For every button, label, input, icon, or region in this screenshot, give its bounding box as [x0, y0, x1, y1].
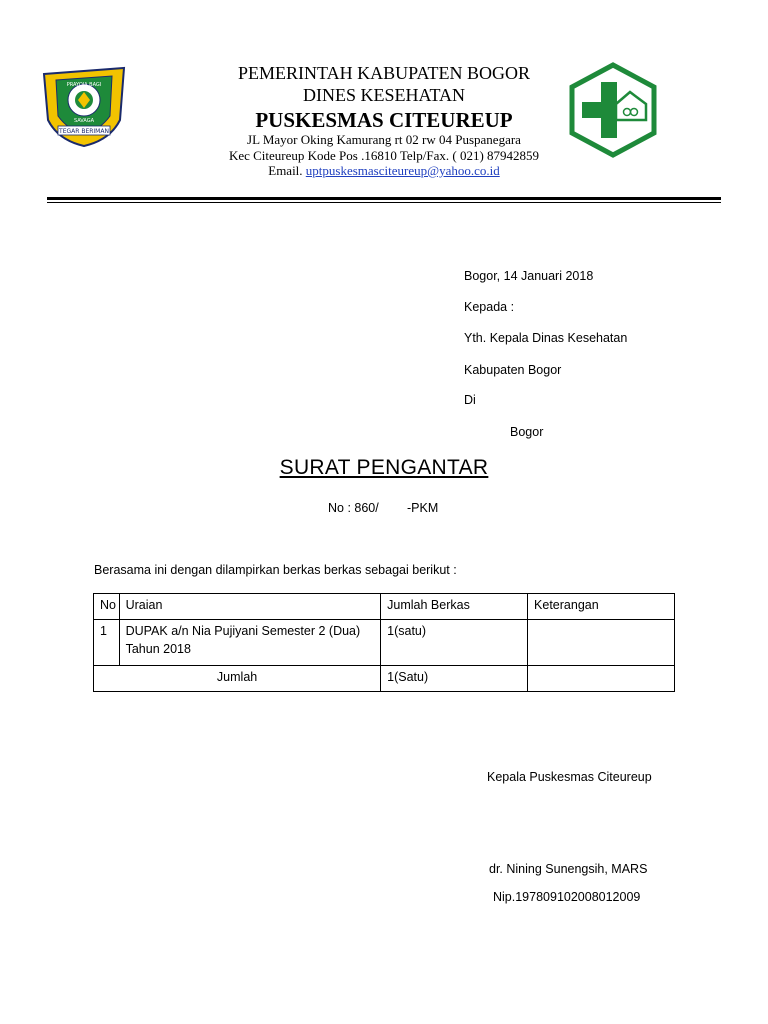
document-title-text: SURAT PENGANTAR [279, 456, 489, 479]
header-postal-phone: Kec Citeureup Kode Pos .16810 Telp/Fax. ( 021) 87942859 [228, 148, 540, 163]
recipient-kabupaten: Kabupaten Bogor [464, 363, 562, 377]
recipient-kepada: Kepada : [464, 300, 515, 314]
svg-text:SAVAGA: SAVAGA [73, 118, 95, 124]
header-divider-thin [47, 202, 721, 203]
footer-label: Jumlah [94, 666, 381, 692]
intro-sentence: Berasama ini dengan dilampirkan berkas berkas sebagai berikut : [94, 563, 457, 577]
cell-jumlah: 1(satu) [381, 620, 528, 666]
letter-number-suffix: -PKM [407, 501, 439, 515]
letter-date: Bogor, 14 Januari 2018 [464, 269, 594, 283]
table-row [94, 620, 675, 666]
header-government: PEMERINTAH KABUPATEN BOGOR [238, 63, 530, 83]
header-cell-uraian: Uraian [119, 594, 381, 620]
puskesmas-logo-icon [568, 62, 658, 158]
header-cell-no: No [94, 594, 120, 620]
header-cell-jumlah: Jumlah Berkas [381, 594, 528, 620]
header-cell-keterangan: Keterangan [528, 594, 675, 620]
cell-keterangan [528, 620, 675, 666]
header-divider-thick [47, 197, 721, 200]
recipient-di: Di [464, 393, 476, 407]
kabupaten-bogor-emblem-icon [40, 64, 128, 148]
cell-uraian-line2: Tahun 2018 [125, 642, 191, 656]
svg-text:TEGAR BERIMAN: TEGAR BERIMAN [59, 128, 109, 135]
header-institution: PUSKESMAS CITEUREUP [255, 108, 513, 132]
footer-jumlah: 1(Satu) [381, 666, 528, 692]
recipient-city: Bogor [510, 425, 544, 439]
header-address: JL Mayor Oking Kamurang rt 02 rw 04 Puspanegara [247, 132, 521, 147]
footer-keterangan [528, 666, 675, 692]
cell-uraian [119, 620, 381, 666]
email-label: Email. [268, 163, 303, 178]
document-title [0, 456, 768, 480]
header-department: DINES KESEHATAN [302, 85, 466, 105]
svg-text:PRAYOJA BAGI: PRAYOJA BAGI [66, 82, 102, 88]
email-link[interactable]: uptpuskesmasciteureup@yahoo.co.id [305, 163, 500, 178]
signature-nip: Nip.197809102008012009 [493, 890, 641, 904]
recipient-title: Yth. Kepala Dinas Kesehatan [464, 331, 628, 345]
header-email-line [150, 163, 618, 179]
cell-no: 1 [94, 620, 120, 666]
signature-title: Kepala Puskesmas Citeureup [487, 770, 652, 784]
table-header-row [94, 594, 675, 620]
table-footer-row [94, 666, 675, 692]
signature-name: dr. Nining Sunengsih, MARS [489, 862, 648, 876]
attachments-table [93, 593, 675, 692]
letter-number-prefix: No : 860/ [328, 501, 379, 515]
cell-uraian-line1: DUPAK a/n Nia Pujiyani Semester 2 (Dua) [125, 624, 361, 638]
